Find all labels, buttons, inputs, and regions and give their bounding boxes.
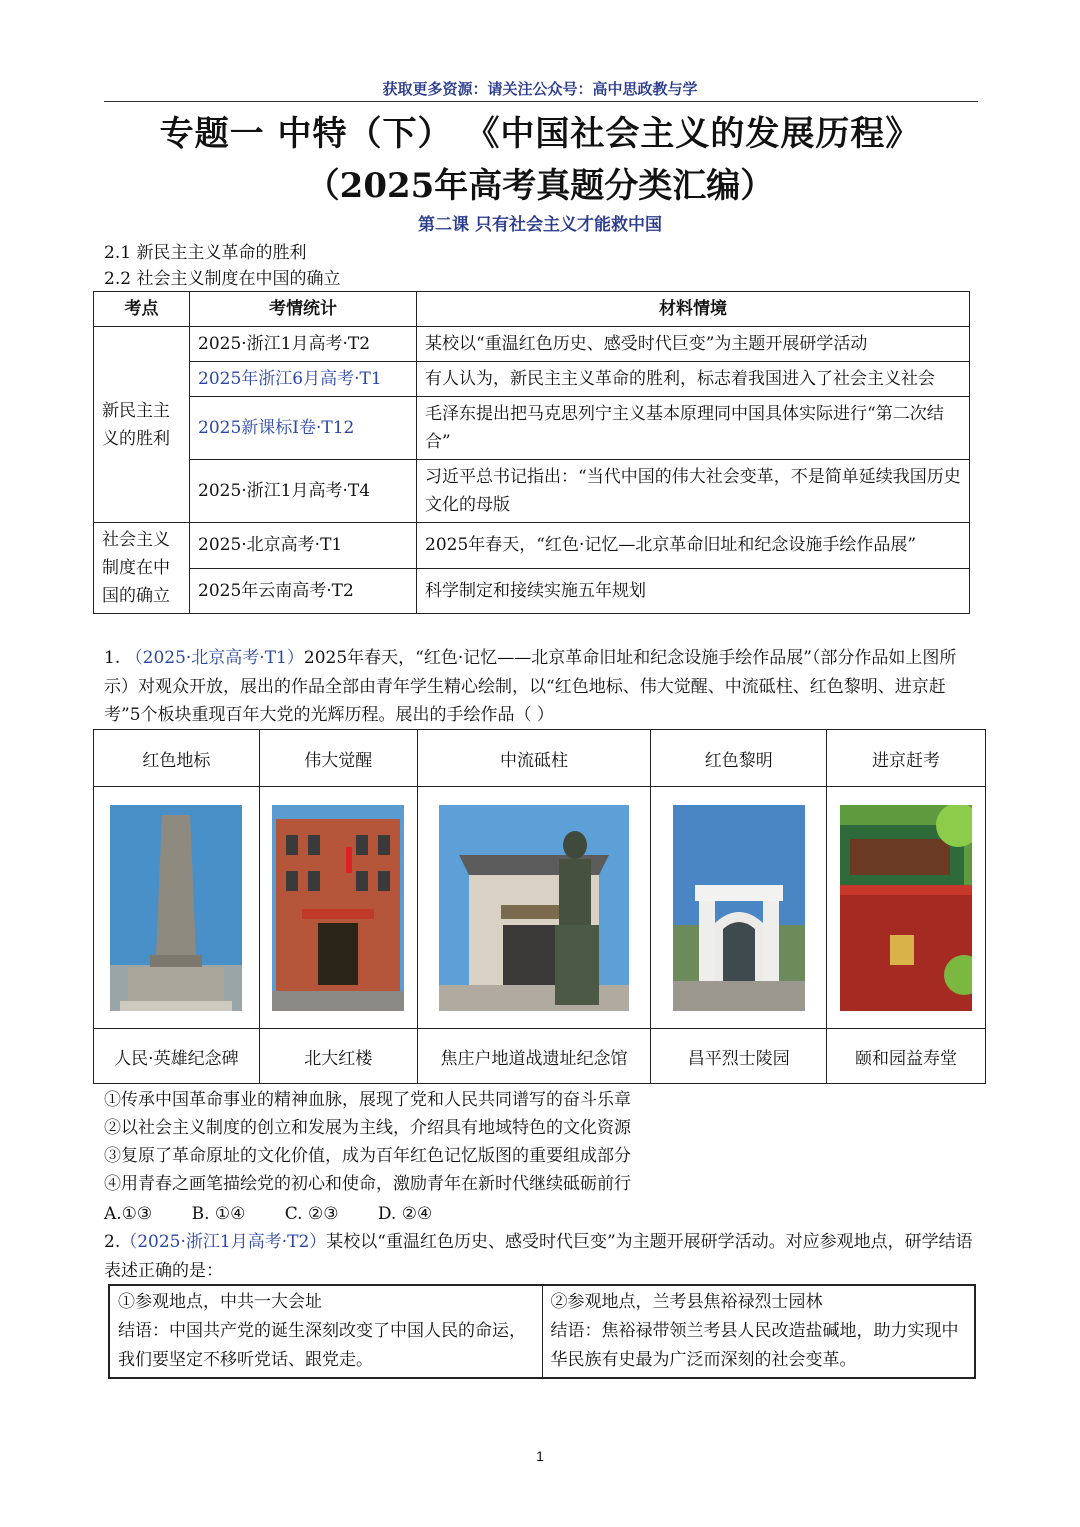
column-header: 考点 xyxy=(94,292,190,327)
option-b[interactable]: B. ①④ xyxy=(191,1204,246,1224)
material-cell: 毛泽东提出把马克思列宁主义基本原理同中国具体实际进行“第二次结合” xyxy=(417,397,970,460)
category-cell: 红色地标 xyxy=(94,730,260,787)
site-label: ①参观地点，中共一大会址 xyxy=(118,1292,322,1312)
category-cell: 红色黎明 xyxy=(651,730,827,787)
question-text: 某校以“重温红色历史、感受时代巨变”为主题开展研学活动。对应参观地点，研学结语表述正确的是： xyxy=(104,1232,973,1281)
table-row xyxy=(94,460,970,523)
table-header-row xyxy=(94,292,970,327)
question-source: （2025·北京高考·T1） xyxy=(125,648,304,668)
caption-cell: 人民·英雄纪念碑 xyxy=(94,1029,260,1084)
source-cell: 2025年云南高考·T2 xyxy=(190,568,417,614)
lesson-title: 第二课 只有社会主义才能救中国 xyxy=(418,215,662,235)
header-note: 获取更多资源：请关注公众号：高中思政教与学 xyxy=(382,80,698,98)
header-divider xyxy=(104,101,978,102)
category-cell: 伟大觉醒 xyxy=(259,730,417,787)
section-heading: 2.1 新民主主义革命的胜利 xyxy=(104,243,307,263)
conclusion-text: 结语：焦裕禄带领兰考县人民改造盐碱地，助力实现中华民族有史最为广泛而深刻的社会变革。 xyxy=(550,1321,959,1370)
category-cell: 中流砥柱 xyxy=(417,730,651,787)
table-row xyxy=(94,397,970,460)
topic-cell: 新民主主义的胜利 xyxy=(94,327,190,523)
monument-photo xyxy=(110,805,242,1011)
caption-cell: 北大红楼 xyxy=(259,1029,417,1084)
question-number: 2. xyxy=(104,1232,121,1252)
statement-1: ①传承中国革命事业的精神血脉，展现了党和人民共同谱写的奋斗乐章 xyxy=(104,1090,631,1110)
study-tour-table xyxy=(108,1284,976,1379)
statement-4: ④用青春之画笔描绘党的初心和使命，激励青年在新时代继续砥砺前行 xyxy=(104,1174,631,1194)
source-cell: 2025新课标I卷·T12 xyxy=(190,397,417,460)
material-cell: 某校以“重温红色历史、感受时代巨变”为主题开展研学活动 xyxy=(417,327,970,362)
question-source: （2025·浙江1月高考·T2） xyxy=(120,1232,327,1252)
source-cell: 2025年浙江6月高考·T1 xyxy=(190,362,417,397)
statement-3: ③复原了革命原址的文化价值，成为百年红色记忆版图的重要组成部分 xyxy=(104,1146,631,1166)
question-2-stem xyxy=(104,1228,978,1285)
page-number: 1 xyxy=(536,1448,544,1464)
table-row xyxy=(94,327,970,362)
table-row xyxy=(109,1285,975,1378)
material-cell: 科学制定和接续实施五年规划 xyxy=(417,568,970,614)
photo-cell xyxy=(827,787,986,1029)
topic-cell: 社会主义制度在中国的确立 xyxy=(94,523,190,614)
material-cell: 习近平总书记指出：“当代中国的伟大社会变革，不是简单延续我国历史文化的母版 xyxy=(417,460,970,523)
red-building-photo xyxy=(272,805,404,1011)
category-row xyxy=(94,730,986,787)
caption-row xyxy=(94,1029,986,1084)
memorial-hall-photo xyxy=(439,805,629,1011)
option-a[interactable]: A.①③ xyxy=(104,1204,153,1224)
caption-cell: 颐和园益寿堂 xyxy=(827,1029,986,1084)
site-cell xyxy=(109,1285,542,1378)
table-row xyxy=(94,523,970,569)
material-cell: 有人认为，新民主主义革命的胜利，标志着我国进入了社会主义社会 xyxy=(417,362,970,397)
exhibition-table xyxy=(93,729,986,1084)
option-d[interactable]: D. ②④ xyxy=(377,1204,433,1224)
photo-cell xyxy=(417,787,651,1029)
conclusion-text: 结语：中国共产党的诞生深刻改变了中国人民的命运，我们要坚定不移听党话、跟党走。 xyxy=(118,1321,526,1370)
section-heading: 2.2 社会主义制度在中国的确立 xyxy=(104,269,341,289)
caption-cell: 昌平烈士陵园 xyxy=(651,1029,827,1084)
page-title: 专题一 中特（下） 《中国社会主义的发展历程》 xyxy=(159,114,921,154)
column-header: 考情统计 xyxy=(190,292,417,327)
photo-cell xyxy=(259,787,417,1029)
source-cell: 2025·浙江1月高考·T2 xyxy=(190,327,417,362)
option-c[interactable]: C. ②③ xyxy=(284,1204,339,1224)
column-header: 材料情境 xyxy=(417,292,970,327)
answer-options xyxy=(104,1200,432,1229)
cemetery-gate-photo xyxy=(673,805,805,1011)
caption-cell: 焦庄户地道战遗址纪念馆 xyxy=(417,1029,651,1084)
material-cell: 2025年春天，“红色·记忆—北京革命旧址和纪念设施手绘作品展” xyxy=(417,523,970,569)
site-label: ②参观地点，兰考县焦裕禄烈士园林 xyxy=(550,1292,823,1312)
category-cell: 进京赶考 xyxy=(827,730,986,787)
site-cell xyxy=(542,1285,975,1378)
question-number: 1. xyxy=(104,648,121,668)
source-cell: 2025·浙江1月高考·T4 xyxy=(190,460,417,523)
question-1-stem xyxy=(104,644,978,730)
page-subtitle: （2025年高考真题分类汇编） xyxy=(305,166,775,206)
photo-row xyxy=(94,787,986,1029)
garden-hall-photo xyxy=(840,805,972,1011)
table-row xyxy=(94,568,970,614)
summary-table xyxy=(93,291,970,614)
statement-2: ②以社会主义制度的创立和发展为主线，介绍具有地域特色的文化资源 xyxy=(104,1118,631,1138)
photo-cell xyxy=(94,787,260,1029)
question-text: 2025年春天，“红色·记忆——北京革命旧址和纪念设施手绘作品展”（部分作品如上图所示）对观众开放，展出的作品全部由青年学生精心绘制，以“红色地标、伟大觉醒、中流砥柱、红色黎明、进京赶考”5个板块重现百年大党的光辉历程。展出的手绘作品（ ） xyxy=(104,648,957,725)
table-row xyxy=(94,362,970,397)
photo-cell xyxy=(651,787,827,1029)
source-cell: 2025·北京高考·T1 xyxy=(190,523,417,569)
